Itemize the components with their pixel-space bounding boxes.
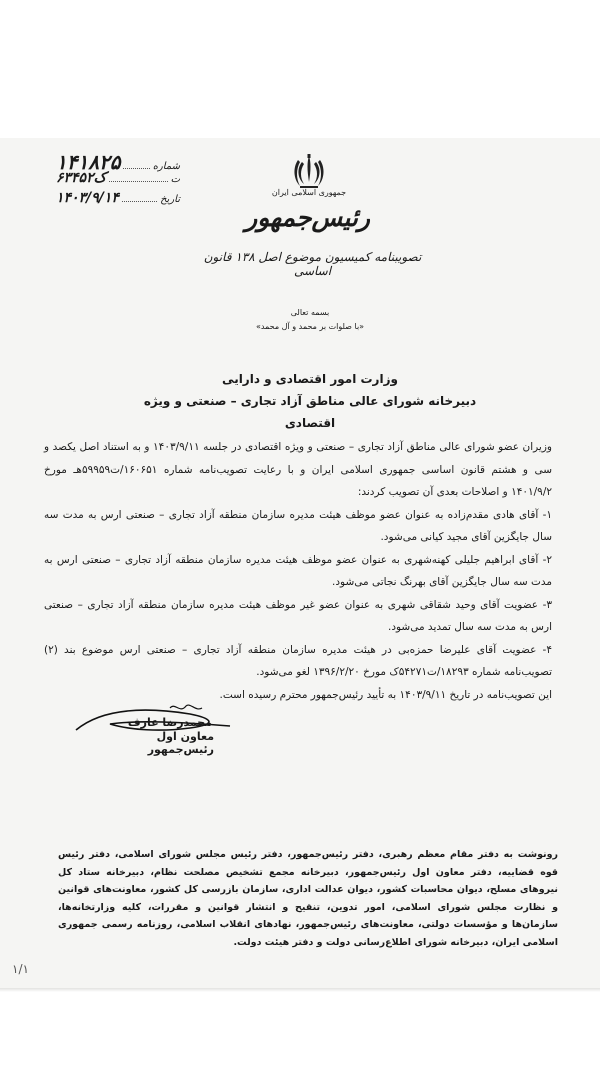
date-value: ۱۴۰۳/۹/۱۴ bbox=[56, 190, 119, 206]
signatory-title: معاون اول رئیس‌جمهور bbox=[147, 730, 214, 756]
decree-body bbox=[44, 436, 552, 706]
iran-emblem-icon bbox=[291, 152, 327, 192]
letterhead-subtitle: تصویبنامه کمیسیون موضوع اصل ۱۳۸ قانون اساسی bbox=[203, 250, 422, 278]
date-row bbox=[56, 190, 180, 210]
ref-suffix-label: ت bbox=[170, 174, 180, 185]
decree-item-2: ۲- آقای ابراهیم جلیلی کهنه‌شهری به عنوان عضو موظف هیئت مدیره سازمان منطقه آزاد تجاری – صنعتی ارس به مدت سه سال جایگزین آقای بهرنگ نجاتی می‌شود. bbox=[44, 553, 552, 588]
date-label: تاریخ bbox=[160, 194, 180, 205]
country-name: جمهوری اسلامی ایران bbox=[271, 188, 347, 197]
invocation-line-2: «با صلوات بر محمد و آل محمد» bbox=[255, 322, 365, 331]
carbon-copy-list bbox=[58, 846, 558, 952]
decree-item-4: ۴- عضویت آقای علیرضا حمزه‌بی در هیئت مدیره سازمان منطقه آزاد تجاری – صنعتی ارس موضوع بند (۲) تصویب‌نامه شماره ۱۸۲۹۳/ت۵۴۲۷۱ک مورخ ۱۳۹۶/۲/۲۰ لغو می‌شود. bbox=[44, 643, 552, 678]
office-title: رئیس‌جمهور bbox=[245, 203, 370, 232]
page-number: ۱/۱ bbox=[12, 962, 29, 976]
invocation-line-1: بسمه تعالی bbox=[290, 308, 330, 317]
signatory-name: محمدرضا عارف bbox=[127, 716, 212, 729]
decree-item-3: ۳- عضویت آقای وحید شقاقی شهری به عنوان عضو غیر موظف هیئت مدیره سازمان منطقه آزاد تجاری – صنعتی ارس به مدت سه سال تمدید می‌شود. bbox=[44, 598, 552, 633]
decree-intro: وزیران عضو شورای عالی مناطق آزاد تجاری – صنعتی و ویژه اقتصادی در جلسه ۱۴۰۳/۹/۱۱ و به استناد اصل یکصد و سی و هشتم قانون اساسی جمهوری اسلامی ایران و با رعایت تصویب‌نامه شماره ۱۶۰۶۵۱/ت۵۹۹۵۹هـ مورخ ۱۴۰۱/۹/۲ و اصلاحات بعدی آن تصویب کردند: bbox=[44, 441, 552, 498]
ref-number-row bbox=[56, 150, 180, 174]
dotted-line bbox=[122, 193, 157, 202]
cc-text: رونوشت به دفتر مقام معظم رهبری، دفتر رئیس‌جمهور، دفتر رئیس مجلس شورای اسلامی، دفتر رئیس قوه قضاییه، دفتر معاون اول رئیس‌جمهور، دبیرخانه مجمع تشخیص مصلحت نظام، دبیرخانه ستاد کل نیروهای مسلح، دیوان محاسبات کشور، دیوان عدالت اداری، سازمان بازرسی کل کشور، معاونت‌های قوانین و نظارت مجلس شورای اسلامی، امور تدوین، تنقیح و انتشار قوانین و مقررات، کلیه وزارتخانه‌ها، سازمان‌ها و مؤسسات دولتی، معاونت‌های رئیس‌جمهور، نهادهای انقلاب اسلامی، روزنامه رسمی جمهوری اسلامی ایران، دبیرخانه شورای اطلاع‌رسانی دولت و دفتر هیئت دولت. bbox=[58, 849, 558, 948]
decree-item-1: ۱- آقای هادی مقدم‌زاده به عنوان عضو موظف هیئت مدیره سازمان منطقه آزاد تجاری – صنعتی ارس به مدت سه سال جایگزین آقای مجید کیانی می‌شود. bbox=[44, 508, 552, 543]
dotted-line bbox=[109, 173, 167, 182]
recipient-secretariat: دبیرخانه شورای عالی مناطق آزاد تجاری – صنعتی و ویژه اقتصادی bbox=[143, 394, 477, 430]
reference-block bbox=[56, 150, 180, 210]
document-sheet bbox=[0, 138, 600, 988]
ref-label: شماره bbox=[152, 161, 180, 172]
ref-suffix-row bbox=[56, 170, 180, 190]
recipient-ministry: وزارت امور اقتصادی و دارایی bbox=[222, 372, 398, 386]
ref-suffix-value: ۶۳۴۵۲ک bbox=[56, 170, 107, 186]
decree-closing: این تصویب‌نامه در تاریخ ۱۴۰۳/۹/۱۱ به تأیید رئیس‌جمهور محترم رسیده است. bbox=[219, 688, 552, 701]
invocation bbox=[180, 306, 440, 334]
dotted-line bbox=[123, 160, 149, 169]
sheet-edge bbox=[0, 988, 600, 992]
ref-number: ۱۴۱۸۲۵ bbox=[56, 150, 121, 174]
recipients bbox=[120, 368, 500, 434]
